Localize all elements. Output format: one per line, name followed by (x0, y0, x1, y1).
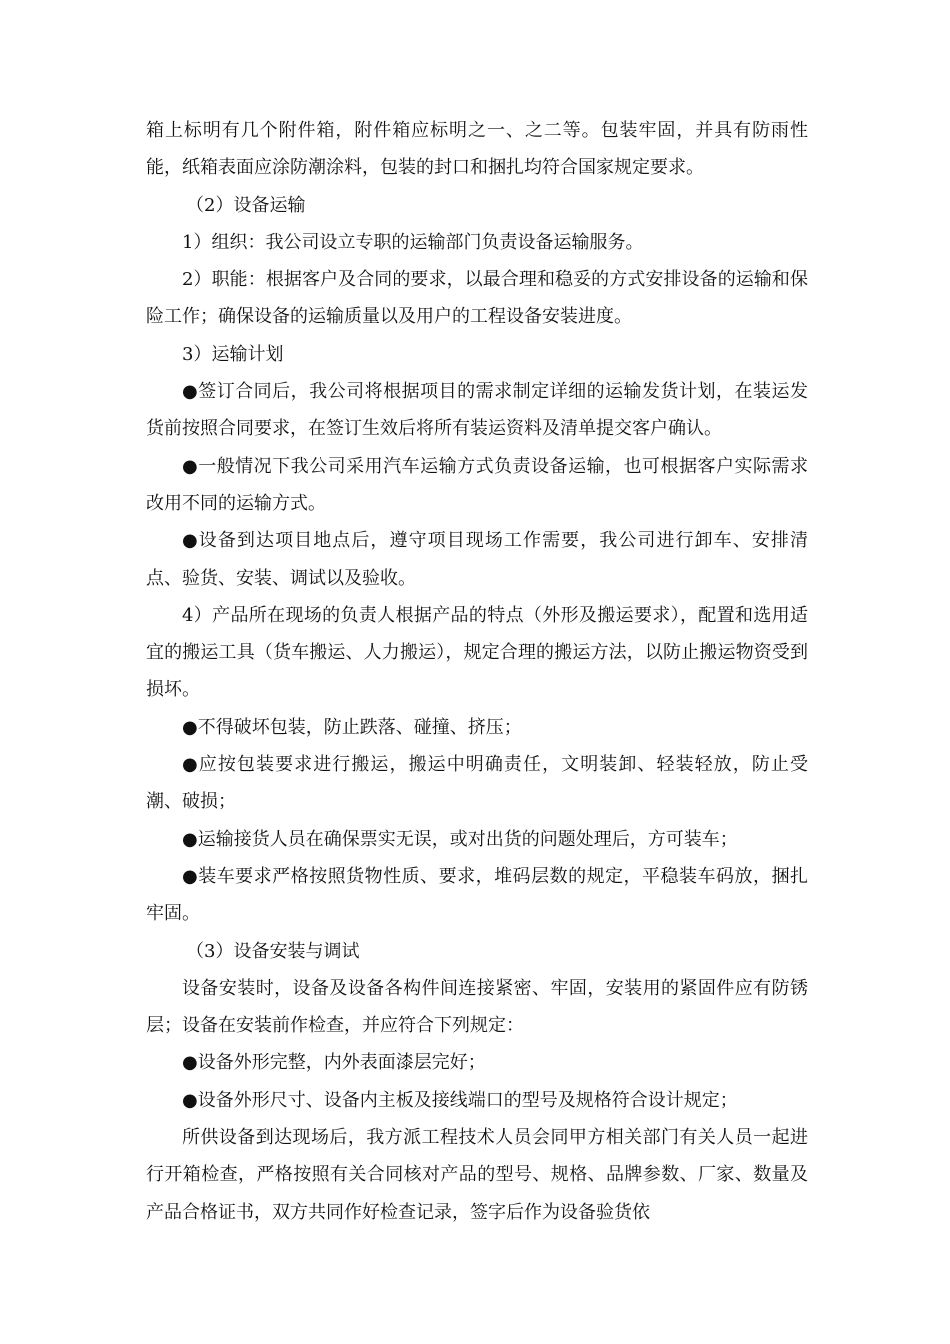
section-heading-equipment-transport: （2）设备运输 (186, 194, 306, 216)
document-page (146, 112, 808, 1231)
subheading-transport-plan: 3）运输计划 (182, 343, 284, 365)
bullet-loading-rules: ●装车要求严格按照货物性质、要求，堆码层数的规定，平稳装车码放，捆扎牢固。 (146, 865, 808, 925)
section-heading-installation: （3）设备安装与调试 (186, 940, 360, 962)
bullet-receiving-check: ●运输接货人员在确保票实无误，或对出货的问题处理后，方可装车； (182, 828, 738, 850)
bullet-handling-requirements: ●应按包装要求进行搬运，搬运中明确责任，文明装卸、轻装轻放，防止受潮、破损； (146, 754, 808, 813)
paragraph-site-handling: 4）产品所在现场的负责人根据产品的特点（外形及搬运要求），配置和选用适宜的搬运工具（货车搬运、人力搬运），规定合理的搬运方法，以防止搬运物资受到损坏。 (146, 604, 808, 701)
bullet-no-damage: ●不得破坏包装，防止跌落、碰撞、挤压； (182, 716, 522, 738)
paragraph-function: 2）职能：根据客户及合同的要求，以最合理和稳妥的方式安排设备的运输和保险工作；确保设备的运输质量以及用户的工程设备安装进度。 (146, 269, 808, 328)
bullet-truck-transport: ●一般情况下我公司采用汽车运输方式负责设备运输，也可根据客户实际需求改用不同的运输方式。 (146, 455, 808, 514)
bullet-contract-signing: ●签订合同后，我公司将根据项目的需求制定详细的运输发货计划，在装运发货前按照合同要求，在签订生效后将所有装运资料及清单提交客户确认。 (146, 381, 808, 440)
bullet-arrival-at-site: ●设备到达项目地点后，遵守项目现场工作需要，我公司进行卸车、安排清点、验货、安装、调试以及验收。 (146, 530, 808, 589)
bullet-dimensions-spec: ●设备外形尺寸、设备内主板及接线端口的型号及规格符合设计规定； (182, 1089, 738, 1111)
paragraph-packaging-continued: 箱上标明有几个附件箱，附件箱应标明之一、之二等。包装牢固，并具有防雨性能，纸箱表面应涂防潮涂料，包装的封口和捆扎均符合国家规定要求。 (146, 120, 808, 179)
paragraph-organization: 1）组织：我公司设立专职的运输部门负责设备运输服务。 (182, 231, 644, 253)
paragraph-unpacking-inspection: 所供设备到达现场后，我方派工程技术人员会同甲方相关部门有关人员一起进行开箱检查，严格按照有关合同核对产品的型号、规格、品牌参数、厂家、数量及产品合格证书，双方共同作好检查记录，签字后作为设备验货依 (146, 1127, 808, 1223)
paragraph-installation-requirements: 设备安装时，设备及设备各构件间连接紧密、牢固，安装用的紧固件应有防锈层；设备在安装前作检查，并应符合下列规定： (146, 977, 808, 1037)
bullet-appearance-intact: ●设备外形完整，内外表面漆层完好； (182, 1052, 486, 1074)
